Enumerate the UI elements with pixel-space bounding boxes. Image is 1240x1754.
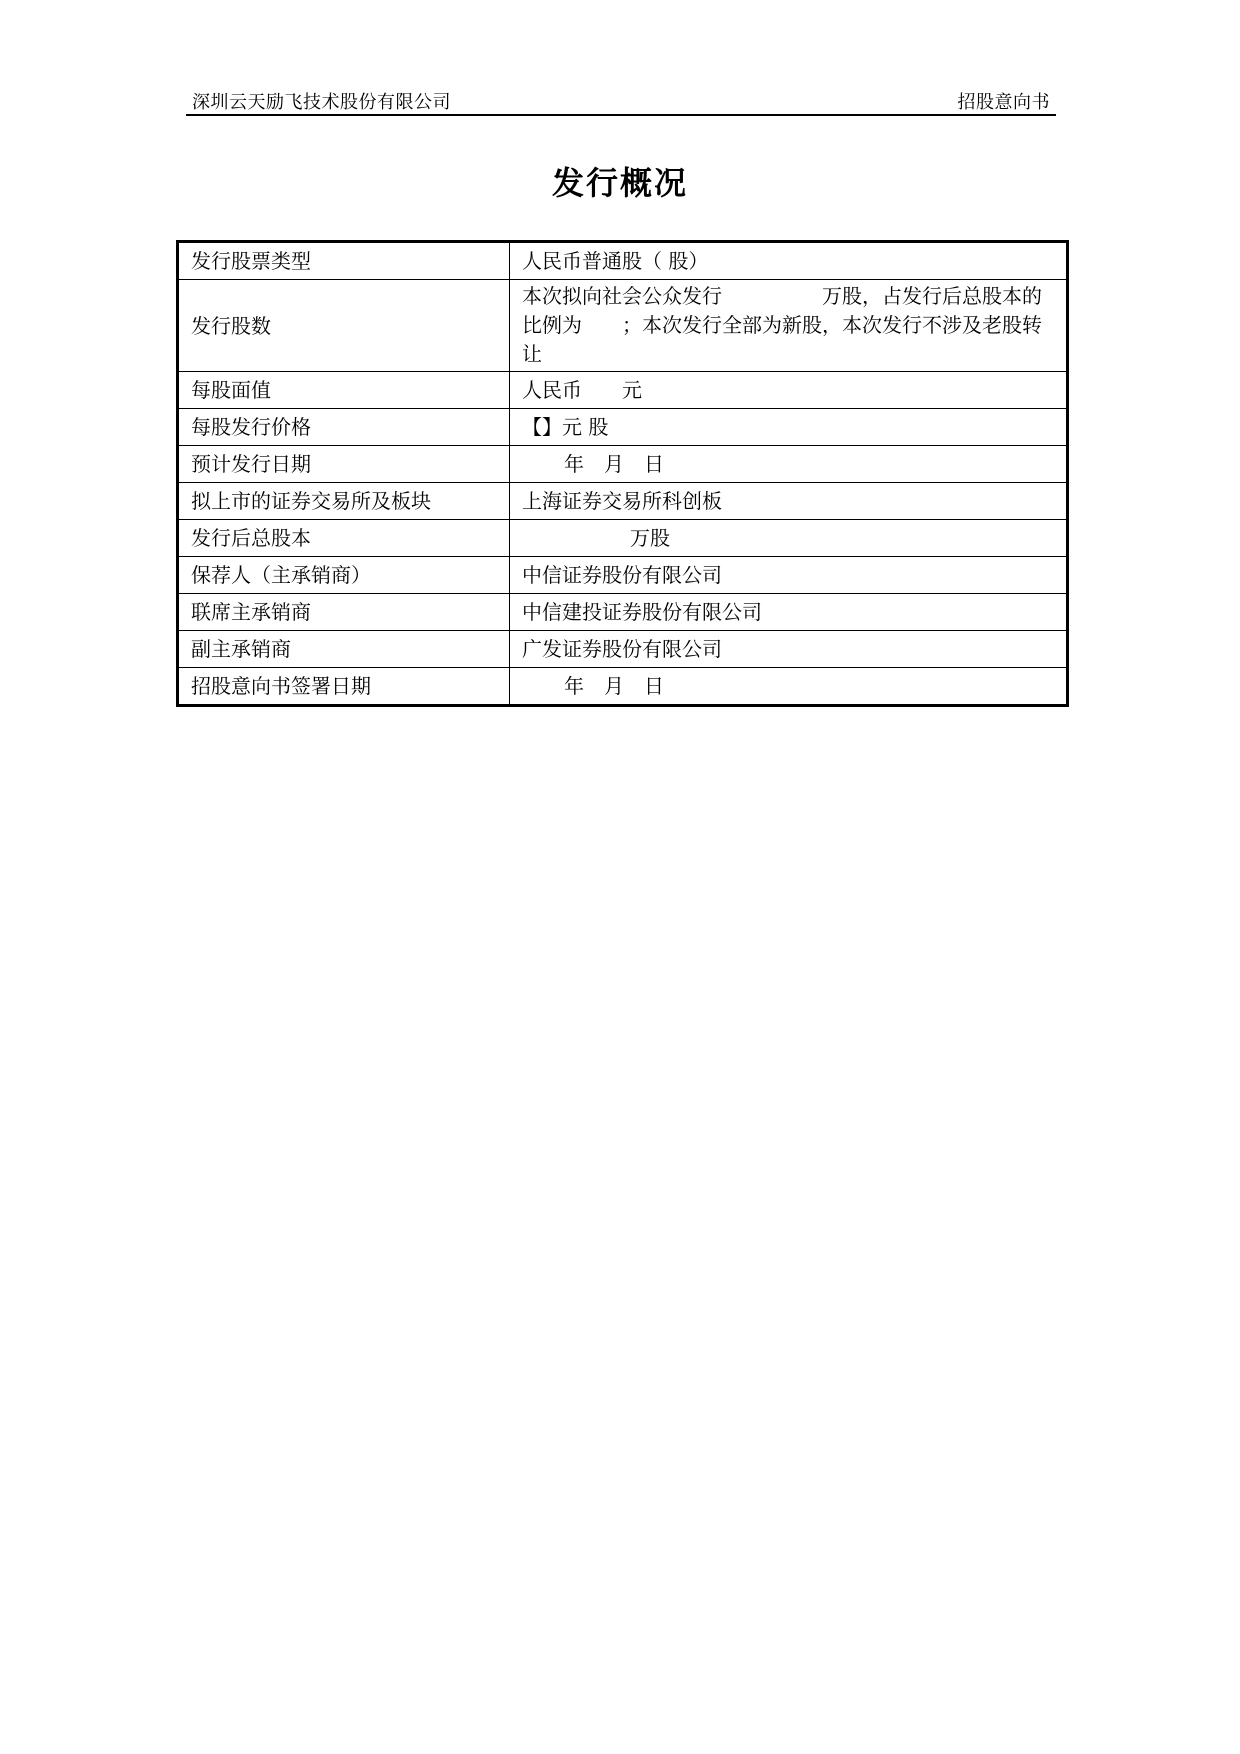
row-value (510, 280, 1068, 372)
row-value: 【】元 股 (510, 409, 1068, 446)
value-part: 年 (564, 452, 584, 476)
table-row (178, 280, 1068, 372)
value-part: 日 (644, 674, 664, 698)
row-label: 联席主承销商 (178, 594, 510, 631)
page-title: 发行概况 (551, 164, 688, 202)
value-part: 万股 (630, 526, 670, 550)
table-row (178, 409, 1068, 446)
table-row (178, 668, 1068, 706)
table-row (178, 483, 1068, 520)
table-row (178, 631, 1068, 668)
page-header (186, 82, 1056, 116)
company-name: 深圳云天励飞技术股份有限公司 (192, 92, 451, 113)
value-part: 年 (564, 674, 584, 698)
row-value: 中信建投证券股份有限公司 (510, 594, 1068, 631)
row-value: 上海证券交易所科创板 (510, 483, 1068, 520)
row-value (510, 372, 1068, 409)
row-label: 每股发行价格 (178, 409, 510, 446)
table-row (178, 242, 1068, 280)
table-row (178, 557, 1068, 594)
table-row (178, 446, 1068, 483)
value-part: 本次拟向社会公众发行 (522, 284, 722, 308)
offering-overview-table (176, 240, 1069, 707)
row-value (510, 668, 1068, 706)
value-part: ；本次发行全部为新股，本次发行不涉及老股转让 (522, 313, 1042, 366)
table-row (178, 372, 1068, 409)
row-value (510, 520, 1068, 557)
row-value: 中信证券股份有限公司 (510, 557, 1068, 594)
value-part: 人民币 (522, 378, 582, 402)
value-part: 月 (604, 674, 624, 698)
row-label: 每股面值 (178, 372, 510, 409)
table-row (178, 594, 1068, 631)
row-value: 广发证券股份有限公司 (510, 631, 1068, 668)
value-part: 万股，占发行后总股本的比例为 (522, 284, 1042, 337)
row-value: 人民币普通股（ 股） (510, 242, 1068, 280)
row-label: 招股意向书签署日期 (178, 668, 510, 706)
row-value (510, 446, 1068, 483)
row-label: 副主承销商 (178, 631, 510, 668)
row-label: 拟上市的证券交易所及板块 (178, 483, 510, 520)
document-type: 招股意向书 (957, 92, 1050, 113)
row-label: 发行股票类型 (178, 242, 510, 280)
value-part: 日 (644, 452, 664, 476)
row-label: 发行后总股本 (178, 520, 510, 557)
table-row (178, 520, 1068, 557)
row-label: 预计发行日期 (178, 446, 510, 483)
value-part: 月 (604, 452, 624, 476)
row-label: 保荐人（主承销商） (178, 557, 510, 594)
row-label: 发行股数 (178, 280, 510, 372)
value-part: 元 (622, 378, 642, 402)
